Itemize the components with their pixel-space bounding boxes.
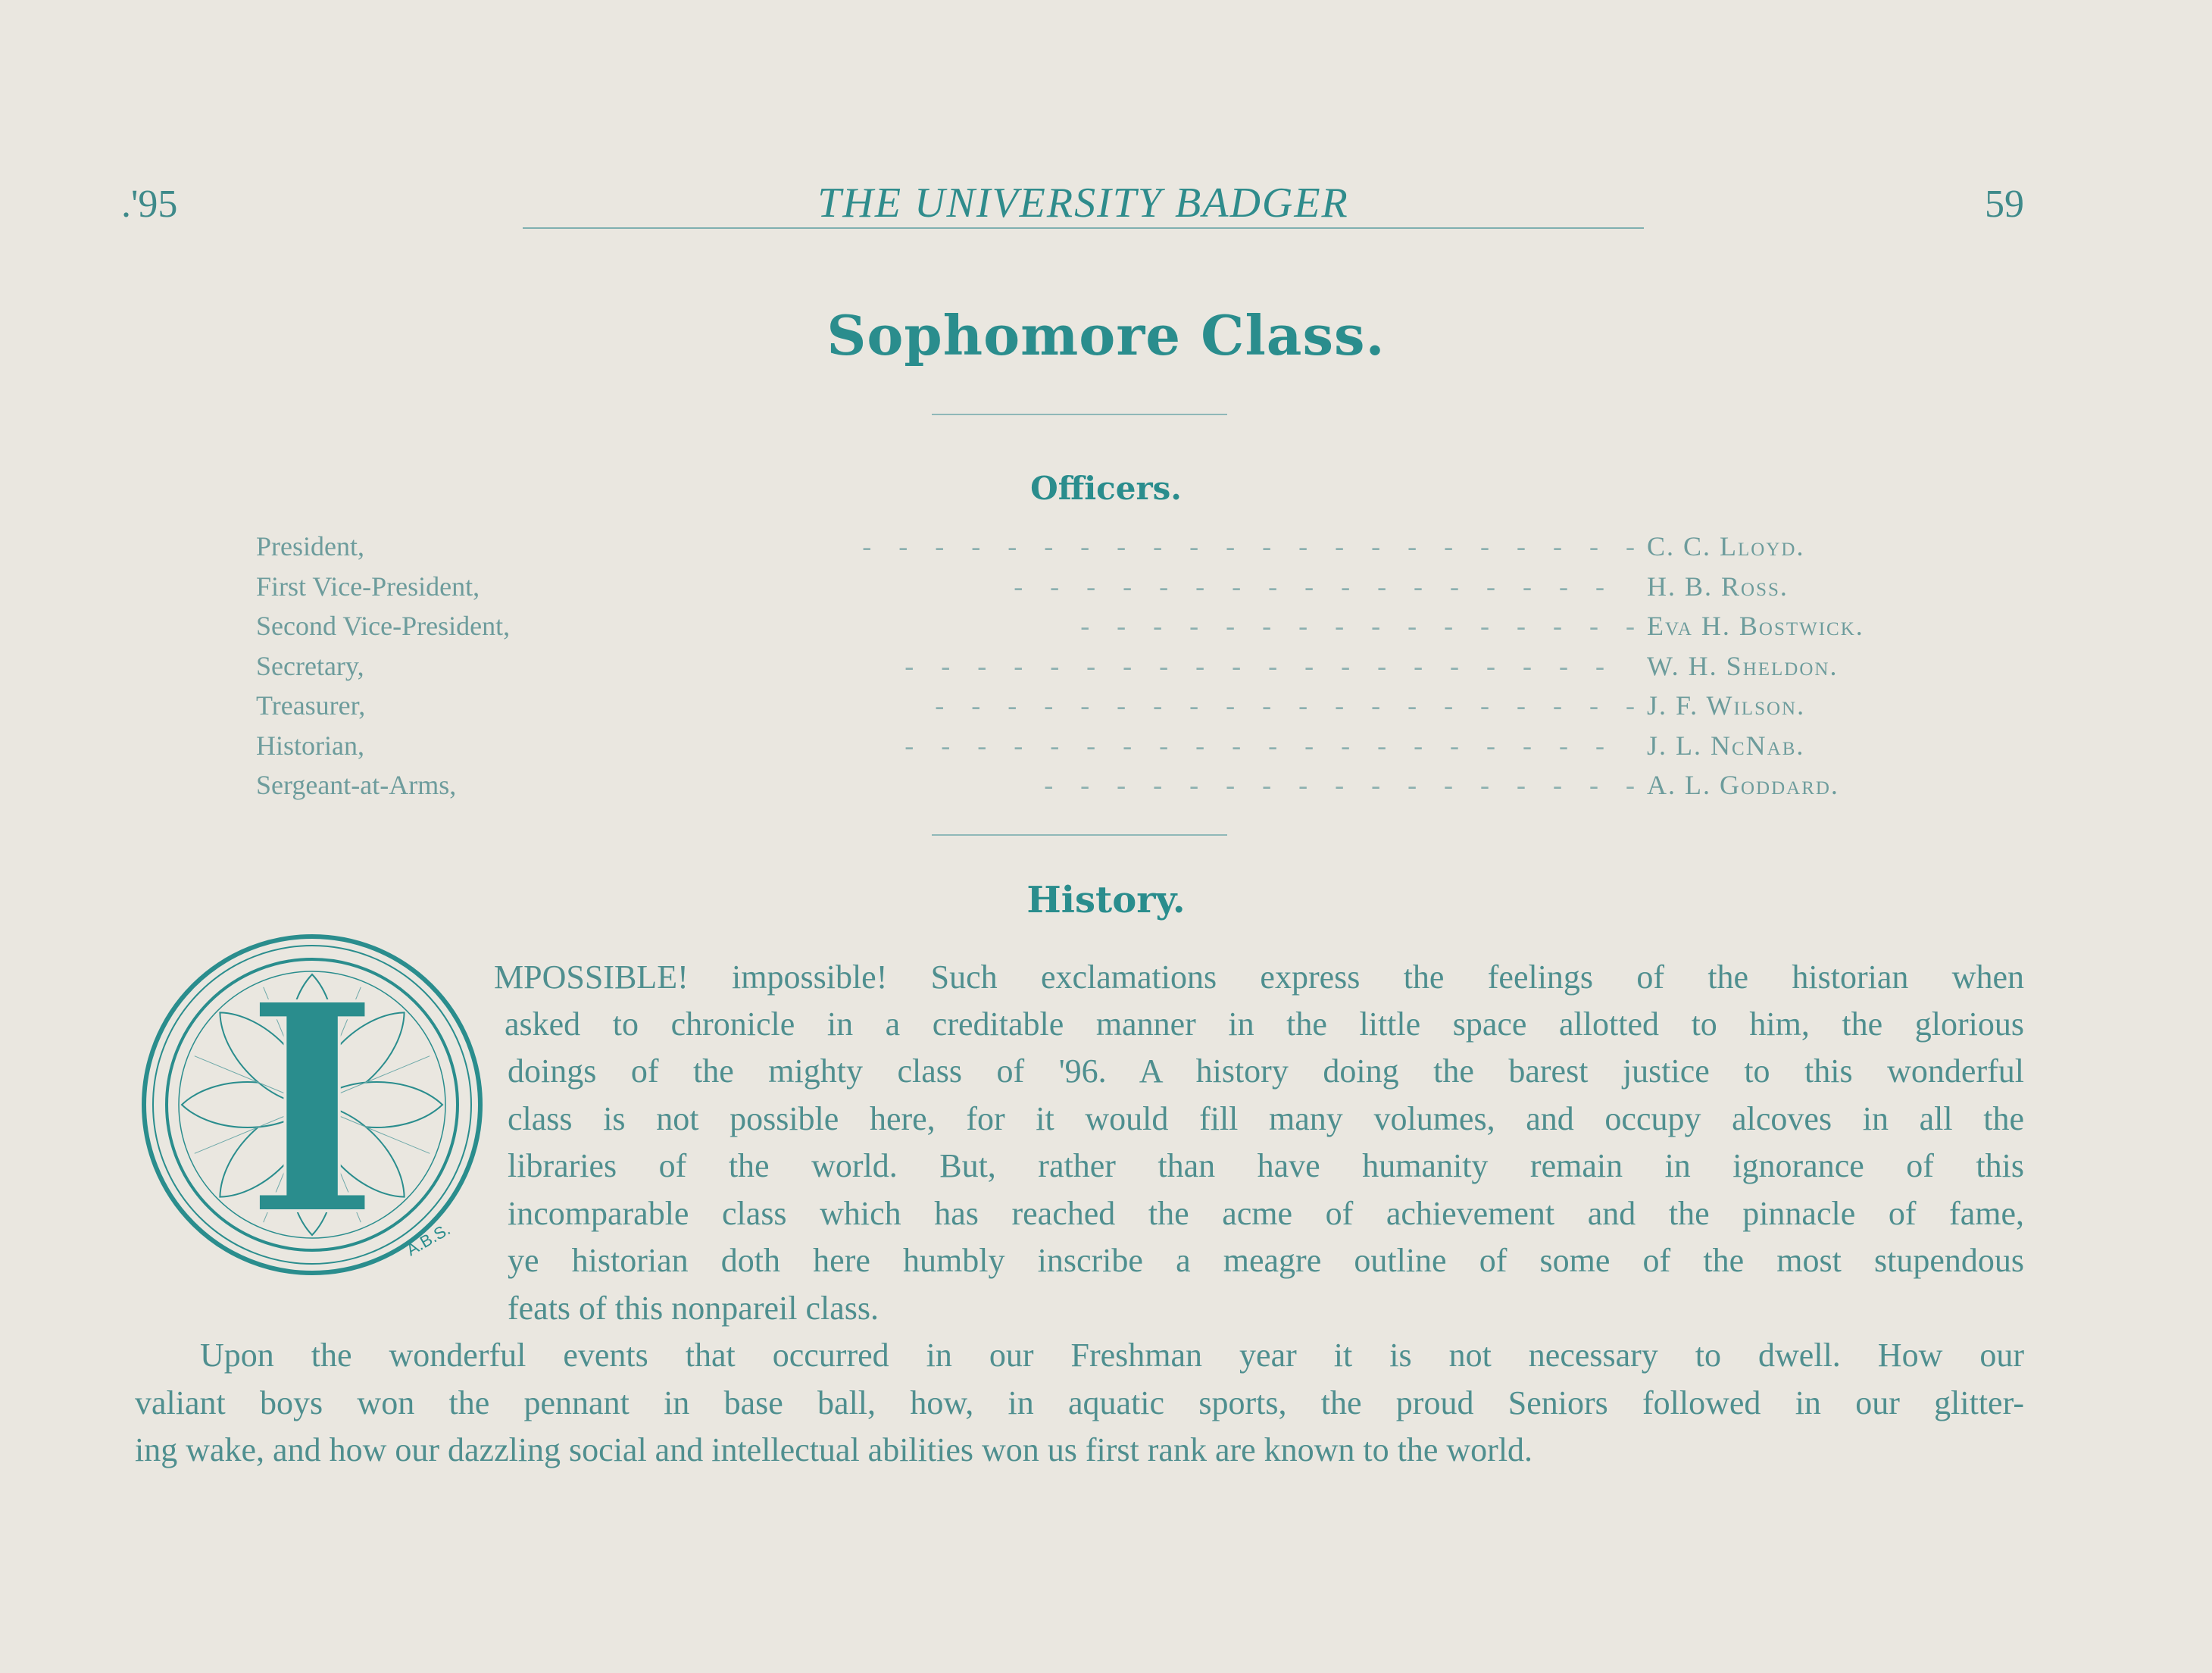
officer-name: H. B. Ross. bbox=[1647, 571, 1789, 602]
officers-list bbox=[256, 530, 1953, 809]
section-title: Sophomore Class. bbox=[826, 303, 1386, 367]
dot-leader: - - - - - - - - - - - - - - - - - - - - bbox=[935, 690, 1635, 721]
officer-row bbox=[256, 730, 1953, 770]
officer-name: W. H. Sheldon. bbox=[1647, 650, 1839, 681]
header-year-mark: .'95 bbox=[121, 183, 178, 226]
page-number: 59 bbox=[1985, 183, 2024, 226]
officer-row bbox=[256, 530, 1953, 571]
officer-row bbox=[256, 610, 1953, 650]
dot-leader: - - - - - - - - - - - - - - - - - bbox=[1014, 571, 1604, 602]
officer-name: J. F. Wilson. bbox=[1647, 690, 1806, 721]
drop-cap-ornament bbox=[138, 930, 486, 1279]
officer-title: First Vice-President, bbox=[256, 571, 480, 602]
officer-title: Treasurer, bbox=[256, 690, 366, 721]
officers-heading: Officers. bbox=[1030, 470, 1182, 507]
dot-leader: - - - - - - - - - - - - - - - - - bbox=[1044, 770, 1635, 800]
history-heading: History. bbox=[1026, 879, 1186, 921]
officer-row bbox=[256, 650, 1953, 690]
dot-leader: - - - - - - - - - - - - - - - - bbox=[1080, 611, 1635, 641]
officer-title: President, bbox=[256, 531, 364, 561]
history-line: incomparable class which has reached the acme of achievement and the pinnacle of fame, bbox=[508, 1195, 2024, 1232]
officer-title: Historian, bbox=[256, 730, 364, 761]
officer-name: C. C. Lloyd. bbox=[1647, 531, 1805, 561]
drop-cap-letter: I bbox=[245, 940, 380, 1279]
officer-title: Second Vice-President, bbox=[256, 611, 511, 641]
history-line: class is not possible here, for it would fill many volumes, and occupy alcoves in all the bbox=[508, 1100, 2024, 1137]
history-line: valiant boys won the pennant in base ball, how, in aquatic sports, the proud Seniors followed in our glitter- bbox=[135, 1384, 2024, 1421]
history-line: doings of the mighty class of '96. A history doing the barest justice to this wonderful bbox=[508, 1052, 2024, 1090]
history-line: Upon the wonderful events that occurred in our Freshman year it is not necessary to dwell. How our bbox=[200, 1337, 2024, 1374]
officer-title: Sergeant-at-Arms, bbox=[256, 770, 457, 800]
header-rule bbox=[523, 227, 1644, 229]
divider-rule bbox=[932, 834, 1227, 836]
officer-row bbox=[256, 571, 1953, 611]
history-line: MPOSSIBLE! impossible! Such exclamations express the feelings of the historian when bbox=[494, 958, 2024, 996]
officer-row bbox=[256, 769, 1953, 809]
history-line: feats of this nonpareil class. bbox=[508, 1290, 879, 1327]
history-line: asked to chronicle in a creditable manner in the little space allotted to him, the glorious bbox=[505, 1005, 2024, 1043]
drop-cap-signature: A.B.S. bbox=[403, 1219, 454, 1260]
history-line: libraries of the world. But, rather than have humanity remain in ignorance of this bbox=[508, 1147, 2024, 1184]
header-title: THE UNIVERSITY BADGER bbox=[817, 180, 1349, 227]
divider-rule bbox=[932, 414, 1227, 415]
officer-row bbox=[256, 690, 1953, 730]
officer-name: J. L. NcNab. bbox=[1647, 730, 1805, 761]
dot-leader: - - - - - - - - - - - - - - - - - - - - - - bbox=[862, 531, 1635, 561]
officer-name: Eva H. Bostwick. bbox=[1647, 611, 1864, 641]
officer-name: A. L. Goddard. bbox=[1647, 770, 1839, 800]
dot-leader: - - - - - - - - - - - - - - - - - - - - bbox=[904, 650, 1604, 681]
history-line: ye historian doth here humbly inscribe a meagre outline of some of the most stupendous bbox=[508, 1242, 2024, 1279]
officer-title: Secretary, bbox=[256, 650, 364, 681]
dot-leader: - - - - - - - - - - - - - - - - - - - - bbox=[904, 730, 1604, 761]
history-line: ing wake, and how our dazzling social and intellectual abilities won us first rank are known to the world. bbox=[135, 1431, 1533, 1468]
